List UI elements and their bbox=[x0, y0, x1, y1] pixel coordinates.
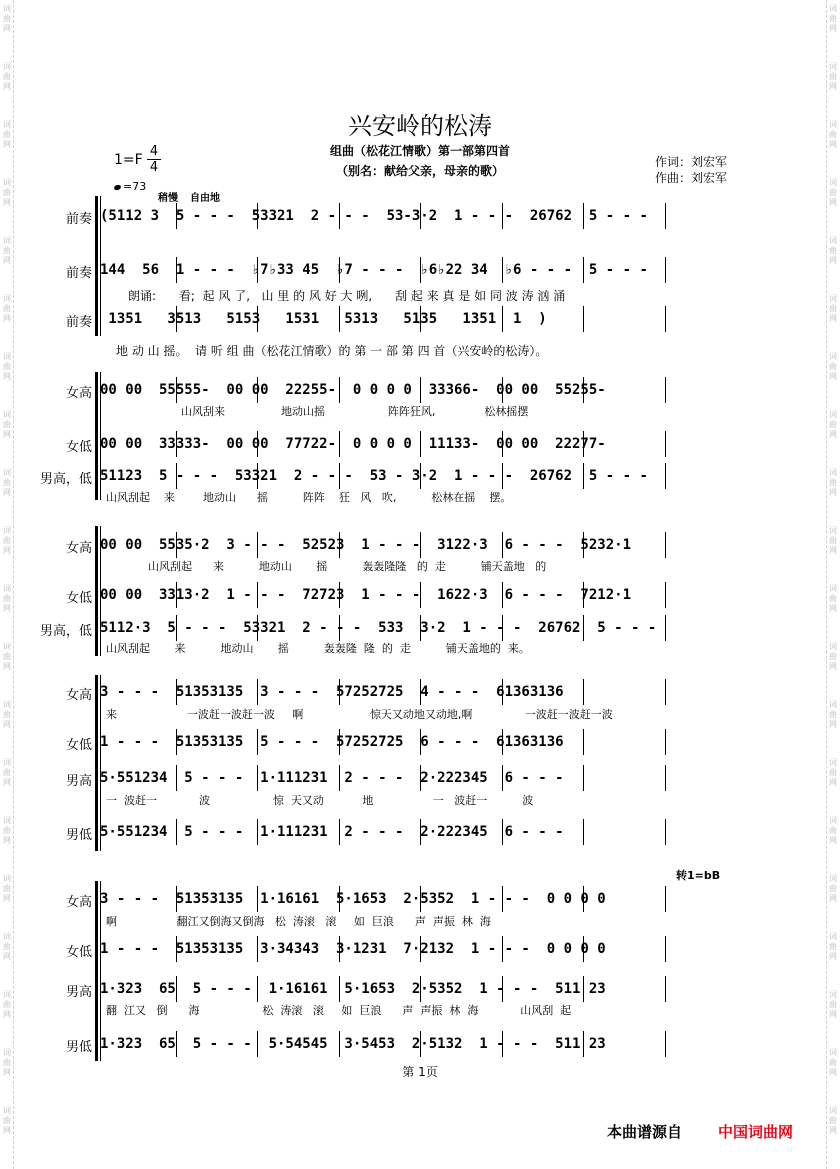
staff-row bbox=[100, 767, 752, 789]
barline bbox=[339, 431, 340, 457]
staff-row bbox=[100, 1033, 752, 1055]
narration-line-2: 地 动 山 摇。 请 听 组 曲（松花江情歌）的 第 一 部 第 四 首（兴安岭的松涛）。 bbox=[116, 344, 548, 358]
staff-row bbox=[100, 379, 752, 401]
barline bbox=[176, 306, 177, 332]
barline bbox=[339, 582, 340, 608]
tempo-value: =73 bbox=[123, 180, 147, 193]
barline bbox=[257, 729, 258, 755]
page-number: 第 1页 bbox=[402, 1065, 438, 1079]
row-label: 男高 bbox=[65, 985, 92, 1000]
barline bbox=[502, 306, 503, 332]
barline bbox=[176, 976, 177, 1002]
watermark-text: 词曲网 bbox=[829, 642, 837, 671]
lyrics-men: 山风刮起 来 地动山 摇 阵阵 狂 风 吹, 松林在摇 摆。 bbox=[106, 491, 512, 504]
watermark-text: 词曲网 bbox=[829, 120, 837, 149]
notation: 1·323 65 5 - - - 5·54545 3·5453 2·5132 1 - - - 511 23 bbox=[100, 1036, 606, 1052]
barline bbox=[339, 306, 340, 332]
barline bbox=[665, 257, 666, 283]
barline bbox=[665, 582, 666, 608]
barline bbox=[257, 431, 258, 457]
barline bbox=[502, 582, 503, 608]
barline bbox=[665, 976, 666, 1002]
barline bbox=[583, 203, 584, 229]
notation: 1351 3513 5153 1531 5313 5135 1351 1 ) bbox=[100, 311, 547, 327]
row-label: 女高 bbox=[65, 895, 92, 910]
barline bbox=[665, 306, 666, 332]
barline bbox=[257, 377, 258, 403]
barline bbox=[176, 532, 177, 558]
row-label: 前奏 bbox=[65, 266, 92, 281]
barline bbox=[583, 431, 584, 457]
row-label: 男高，低 bbox=[39, 472, 92, 487]
barline bbox=[420, 463, 421, 489]
tempo-marking bbox=[114, 180, 146, 193]
barline bbox=[502, 532, 503, 558]
barline bbox=[339, 203, 340, 229]
staff-row bbox=[100, 259, 752, 281]
barline bbox=[665, 1031, 666, 1057]
lyricist-credit: 作词：刘宏军 bbox=[655, 155, 728, 169]
staff-row bbox=[100, 433, 752, 455]
watermark-text: 词曲网 bbox=[829, 294, 837, 323]
staff-row bbox=[100, 821, 752, 843]
watermark-text: 词曲网 bbox=[3, 990, 11, 1019]
barline bbox=[176, 203, 177, 229]
staff-row bbox=[100, 465, 752, 487]
row-label: 男低 bbox=[65, 828, 92, 843]
barline bbox=[257, 615, 258, 641]
barline bbox=[502, 819, 503, 845]
barline bbox=[502, 1031, 503, 1057]
watermark-text: 词曲网 bbox=[829, 584, 837, 613]
barline bbox=[339, 377, 340, 403]
barline bbox=[339, 532, 340, 558]
notation: 1 - - - 51353135 3·34343 3·1231 7·2132 1 - - - 0 0 0 0 bbox=[100, 941, 606, 957]
subtitle-suite: 组曲（松花江情歌）第一部第四首 bbox=[329, 144, 510, 158]
barline bbox=[665, 819, 666, 845]
staff-row bbox=[100, 731, 752, 753]
staff-row bbox=[100, 534, 752, 556]
barline bbox=[257, 765, 258, 791]
barline bbox=[502, 886, 503, 912]
time-signature bbox=[147, 144, 161, 175]
watermark-text: 词曲网 bbox=[3, 874, 11, 903]
watermark-text: 词曲网 bbox=[3, 816, 11, 845]
watermark-text: 词曲网 bbox=[829, 932, 837, 961]
watermark-text: 词曲网 bbox=[3, 526, 11, 555]
barline bbox=[176, 936, 177, 962]
barline bbox=[176, 729, 177, 755]
notation: 00 00 3313·2 1 - - - 72723 1 - - - 1622·3 6 - - - 7212·1 bbox=[100, 587, 632, 603]
notation: 144 56 1 - - - ♭7♭33 45 ♭7 - - - ♭6♭22 34 ♭6 - - - 5 - - - bbox=[100, 262, 648, 278]
staff-row bbox=[100, 681, 752, 703]
barline bbox=[339, 819, 340, 845]
source-label: 本曲谱源自 bbox=[607, 1123, 683, 1141]
barline bbox=[420, 377, 421, 403]
barline bbox=[176, 463, 177, 489]
barline bbox=[665, 729, 666, 755]
barline bbox=[420, 976, 421, 1002]
barline bbox=[583, 582, 584, 608]
barline bbox=[339, 936, 340, 962]
notation: 3 - - - 51353135 1·16161 5·1653 2·5352 1 - - - 0 0 0 0 bbox=[100, 891, 606, 907]
barline bbox=[420, 679, 421, 705]
row-label: 前奏 bbox=[65, 212, 92, 227]
barline bbox=[339, 765, 340, 791]
barline bbox=[502, 203, 503, 229]
row-label: 女高 bbox=[65, 541, 92, 556]
narration-line-1: 朗诵: 看; 起 风 了, 山 里 的 风 好 大 咧, 刮 起 来 真 是 如 同 波 涛 汹 涌 bbox=[128, 289, 566, 303]
key-signature: 1=F bbox=[114, 152, 143, 168]
watermark-text: 词曲网 bbox=[3, 62, 11, 91]
barline bbox=[583, 306, 584, 332]
barline bbox=[176, 431, 177, 457]
barline bbox=[665, 532, 666, 558]
row-label: 女低 bbox=[65, 945, 92, 960]
barline bbox=[257, 936, 258, 962]
barline bbox=[339, 615, 340, 641]
watermark-text: 词曲网 bbox=[829, 874, 837, 903]
staff-row bbox=[100, 888, 752, 910]
barline bbox=[502, 679, 503, 705]
barline bbox=[176, 679, 177, 705]
barline bbox=[583, 532, 584, 558]
barline bbox=[583, 765, 584, 791]
row-label: 男低 bbox=[65, 1040, 92, 1055]
notation: 5·551234 5 - - - 1·111231 2 - - - 2·222345 6 - - - bbox=[100, 770, 564, 786]
staff-row bbox=[100, 205, 752, 227]
lyrics-men: 一 波赶一 波 惊 天又动 地 一 波赶一 波 bbox=[106, 794, 534, 807]
barline bbox=[339, 679, 340, 705]
barline bbox=[502, 729, 503, 755]
row-label: 女高 bbox=[65, 688, 92, 703]
notation: 51123 5 - - - 53321 2 - - - 53 - 3·2 1 - - - 26762 5 - - - bbox=[100, 468, 648, 484]
barline bbox=[257, 819, 258, 845]
barline bbox=[420, 582, 421, 608]
row-label: 女低 bbox=[65, 738, 92, 753]
row-label: 男高，低 bbox=[39, 624, 92, 639]
barline bbox=[583, 463, 584, 489]
watermark-text: 词曲网 bbox=[3, 236, 11, 265]
watermark-text: 词曲网 bbox=[829, 468, 837, 497]
barline bbox=[257, 679, 258, 705]
barline bbox=[420, 306, 421, 332]
barline bbox=[420, 257, 421, 283]
barline bbox=[665, 886, 666, 912]
song-title: 兴安岭的松涛 bbox=[348, 112, 492, 140]
barline bbox=[583, 729, 584, 755]
barline bbox=[665, 377, 666, 403]
row-label: 男高 bbox=[65, 774, 92, 789]
barline bbox=[176, 765, 177, 791]
watermark-text: 词曲网 bbox=[3, 932, 11, 961]
barline bbox=[583, 377, 584, 403]
row-label: 女低 bbox=[65, 440, 92, 455]
barline bbox=[176, 1031, 177, 1057]
watermark-text: 词曲网 bbox=[3, 1106, 11, 1135]
notation: 3 - - - 51353135 3 - - - 57252725 4 - - - 61363136 bbox=[100, 684, 564, 700]
barline bbox=[257, 886, 258, 912]
barline bbox=[583, 679, 584, 705]
staff-row bbox=[100, 308, 752, 330]
barline bbox=[502, 765, 503, 791]
watermark-text: 词曲网 bbox=[829, 1048, 837, 1077]
barline bbox=[665, 463, 666, 489]
watermark-text: 词曲网 bbox=[829, 816, 837, 845]
watermark-text: 词曲网 bbox=[829, 352, 837, 381]
barline bbox=[257, 976, 258, 1002]
barline bbox=[176, 886, 177, 912]
barline bbox=[339, 1031, 340, 1057]
watermark-text: 词曲网 bbox=[3, 410, 11, 439]
barline bbox=[583, 615, 584, 641]
watermark-text: 词曲网 bbox=[3, 1048, 11, 1077]
barline bbox=[420, 431, 421, 457]
barline bbox=[502, 615, 503, 641]
notation: 00 00 5535·2 3 - - - 52523 1 - - - 3122·3 6 - - - 5232·1 bbox=[100, 537, 632, 553]
watermark-text: 词曲网 bbox=[3, 584, 11, 613]
notation: 1·323 65 5 - - - 1·16161 5·1653 2·5352 1 - - - 511 23 bbox=[100, 981, 606, 997]
barline bbox=[420, 203, 421, 229]
barline bbox=[176, 819, 177, 845]
barline bbox=[665, 679, 666, 705]
barline bbox=[176, 582, 177, 608]
watermark-text: 词曲网 bbox=[3, 758, 11, 787]
staff-row bbox=[100, 617, 752, 639]
barline bbox=[583, 936, 584, 962]
barline bbox=[257, 306, 258, 332]
watermark-text: 词曲网 bbox=[3, 642, 11, 671]
expression-free: 自由地 bbox=[190, 193, 220, 204]
barline bbox=[176, 257, 177, 283]
barline bbox=[665, 203, 666, 229]
barline bbox=[176, 615, 177, 641]
barline bbox=[583, 976, 584, 1002]
watermark-text: 词曲网 bbox=[829, 410, 837, 439]
watermark-text: 词曲网 bbox=[829, 178, 837, 207]
lyrics-men: 翻 江又 倒 海 松 涛滚 滚 如 巨浪 声 声振 林 海 山风刮 起 bbox=[106, 1004, 572, 1017]
watermark-text: 词曲网 bbox=[829, 990, 837, 1019]
row-label: 女低 bbox=[65, 591, 92, 606]
notation: 00 00 33333- 00 00 77722- 0 0 0 0 11133- 00 00 22277- bbox=[100, 436, 606, 452]
barline bbox=[583, 819, 584, 845]
row-label: 女高 bbox=[65, 386, 92, 401]
key-change: 转1=bB bbox=[676, 869, 721, 882]
notation: 00 00 55555- 00 00 22255- 0 0 0 0 33366- 00 00 55255- bbox=[100, 382, 606, 398]
barline bbox=[257, 203, 258, 229]
lyrics-soprano: 啊 翻江又倒海又倒海 松 涛滚 滚 如 巨浪 声 声振 林 海 bbox=[106, 915, 491, 928]
barline bbox=[502, 377, 503, 403]
barline bbox=[339, 976, 340, 1002]
barline bbox=[502, 431, 503, 457]
barline bbox=[176, 377, 177, 403]
barline bbox=[257, 257, 258, 283]
barline bbox=[420, 532, 421, 558]
watermark-text: 词曲网 bbox=[829, 526, 837, 555]
subtitle-alias: （别名：献给父亲，母亲的歌） bbox=[335, 164, 504, 178]
row-label: 前奏 bbox=[65, 315, 92, 330]
lyrics-men: 山风刮起 来 地动山 摇 轰轰隆 隆 的 走 铺天盖地的 来。 bbox=[106, 642, 530, 655]
barline bbox=[257, 582, 258, 608]
barline bbox=[665, 936, 666, 962]
watermark-text: 词曲网 bbox=[3, 4, 11, 33]
lyrics-soprano: 山风刮来 地动山摇 阵阵狂风, 松林摇摆 bbox=[181, 405, 529, 418]
barline bbox=[583, 886, 584, 912]
barline bbox=[257, 1031, 258, 1057]
barline bbox=[665, 431, 666, 457]
watermark-text: 词曲网 bbox=[3, 178, 11, 207]
time-signature-bottom: 4 bbox=[147, 159, 161, 175]
time-signature-top: 4 bbox=[149, 144, 159, 159]
barline bbox=[339, 257, 340, 283]
watermark-text: 词曲网 bbox=[829, 758, 837, 787]
barline bbox=[420, 765, 421, 791]
notation: (5112 3 5 - - - 53321 2 - - - 53-3·2 1 - - - 26762 5 - - - bbox=[100, 208, 648, 224]
staff-row bbox=[100, 938, 752, 960]
notation: 1 - - - 51353135 5 - - - 57252725 6 - - - 61363136 bbox=[100, 734, 564, 750]
watermark-text: 词曲网 bbox=[3, 700, 11, 729]
watermark-text: 词曲网 bbox=[829, 700, 837, 729]
barline bbox=[583, 257, 584, 283]
barline bbox=[420, 729, 421, 755]
barline bbox=[583, 1031, 584, 1057]
barline bbox=[420, 819, 421, 845]
barline bbox=[339, 886, 340, 912]
source-site-link[interactable]: 中国词曲网 bbox=[718, 1123, 794, 1141]
notation: 5·551234 5 - - - 1·111231 2 - - - 2·222345 6 - - - bbox=[100, 824, 564, 840]
notation: 5112·3 5 - - - 53321 2 - - - 533 3·2 1 - - - 26762 5 - - - bbox=[100, 620, 657, 636]
barline bbox=[257, 532, 258, 558]
barline bbox=[339, 463, 340, 489]
barline bbox=[257, 463, 258, 489]
composer-credit: 作曲：刘宏军 bbox=[655, 171, 728, 185]
barline bbox=[502, 463, 503, 489]
barline bbox=[502, 936, 503, 962]
barline bbox=[665, 615, 666, 641]
lyrics-soprano: 来 一波赶一波赶一波 啊 惊天又动地又动地,啊 一波赶一波赶一波 bbox=[106, 708, 613, 721]
barline bbox=[502, 257, 503, 283]
barline bbox=[420, 936, 421, 962]
barline bbox=[420, 615, 421, 641]
barline bbox=[339, 729, 340, 755]
barline bbox=[665, 765, 666, 791]
watermark-text: 词曲网 bbox=[3, 294, 11, 323]
staff-row bbox=[100, 978, 752, 1000]
watermark-text: 词曲网 bbox=[829, 236, 837, 265]
quarter-note-icon bbox=[113, 184, 121, 191]
expression-slow: 稍慢 bbox=[158, 193, 178, 204]
barline bbox=[420, 1031, 421, 1057]
barline bbox=[420, 886, 421, 912]
lyrics-soprano: 山风刮起 来 地动山 摇 轰轰隆隆 的 走 铺天盖地 的 bbox=[106, 560, 547, 573]
watermark-text: 词曲网 bbox=[829, 1106, 837, 1135]
staff-row bbox=[100, 584, 752, 606]
watermark-text: 词曲网 bbox=[829, 4, 837, 33]
watermark-text: 词曲网 bbox=[3, 120, 11, 149]
watermark-text: 词曲网 bbox=[3, 352, 11, 381]
barline bbox=[502, 976, 503, 1002]
watermark-text: 词曲网 bbox=[829, 62, 837, 91]
watermark-text: 词曲网 bbox=[3, 468, 11, 497]
